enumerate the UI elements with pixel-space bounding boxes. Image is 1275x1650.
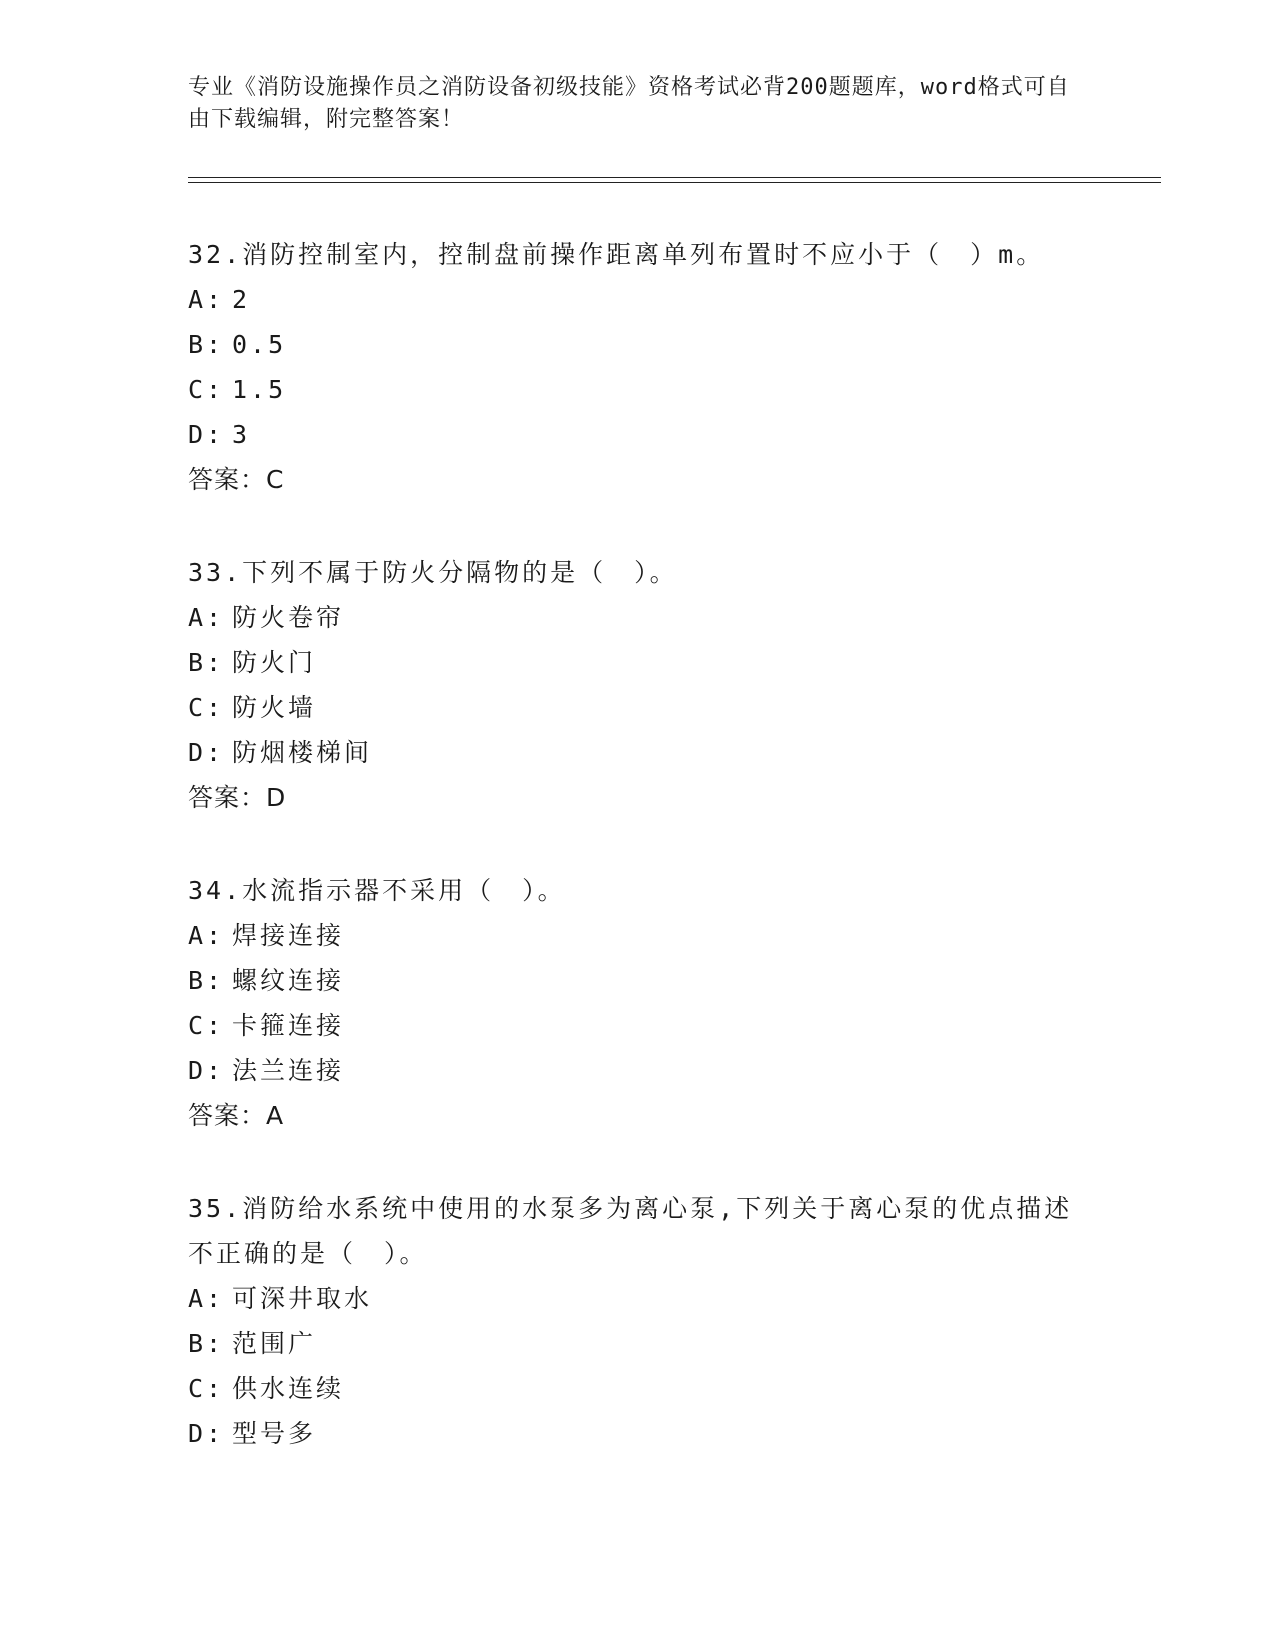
question-34 [188,868,1078,1138]
document-header: 专业《消防设施操作员之消防设备初级技能》资格考试必背200题题库，word格式可自由下载编辑，附完整答案！ [188,75,1070,132]
option-text: 防烟楼梯间 [232,738,373,767]
option-letter: D: [188,1056,225,1085]
option-d [188,730,1078,775]
option-b [188,958,1078,1003]
option-b [188,1321,1078,1366]
option-text: 卡箍连接 [232,1011,345,1040]
option-c [188,1366,1078,1411]
option-letter: D: [188,738,225,767]
answer-line: 答案：D [188,783,287,812]
option-text: 防火门 [232,648,317,677]
option-d [188,412,1078,457]
option-letter: A: [188,285,225,314]
question-stem: 33.下列不属于防火分隔物的是（ ）。 [188,558,678,587]
option-letter: B: [188,1329,225,1358]
option-text: 范围广 [232,1329,317,1358]
header-divider-bottom [188,182,1161,183]
question-list [188,232,1078,1504]
option-letter: B: [188,966,225,995]
option-text: 型号多 [232,1419,317,1448]
option-c [188,1003,1078,1048]
option-c [188,685,1078,730]
option-letter: A: [188,921,225,950]
option-a [188,277,1078,322]
option-letter: A: [188,603,225,632]
answer-line: 答案：C [188,465,285,494]
option-text: 螺纹连接 [232,966,345,995]
question-stem: 34.水流指示器不采用（ ）。 [188,876,566,905]
option-text: 供水连续 [232,1374,345,1403]
option-text: 1.5 [232,375,287,404]
answer-line: 答案：A [188,1101,285,1130]
option-d [188,1048,1078,1093]
question-32 [188,232,1078,502]
option-letter: A: [188,1284,225,1313]
option-a [188,595,1078,640]
option-text: 防火卷帘 [232,603,345,632]
option-text: 2 [232,285,251,314]
question-stem: 35.消防给水系统中使用的水泵多为离心泵,下列关于离心泵的优点描述不正确的是（ ）。 [188,1194,1073,1268]
option-a [188,1276,1078,1321]
question-35 [188,1186,1078,1456]
option-a [188,913,1078,958]
option-letter: C: [188,1011,225,1040]
option-text: 法兰连接 [232,1056,345,1085]
option-d [188,1411,1078,1456]
option-letter: C: [188,693,225,722]
option-text: 焊接连接 [232,921,345,950]
option-b [188,322,1078,367]
option-letter: D: [188,420,225,449]
option-letter: C: [188,375,225,404]
option-b [188,640,1078,685]
option-text: 3 [232,420,251,449]
option-text: 可深井取水 [232,1284,373,1313]
question-33 [188,550,1078,820]
question-stem: 32.消防控制室内，控制盘前操作距离单列布置时不应小于（ ）m。 [188,240,1045,269]
option-c [188,367,1078,412]
option-text: 0.5 [232,330,287,359]
header-divider-top [188,177,1161,178]
option-letter: D: [188,1419,225,1448]
option-letter: B: [188,330,225,359]
option-text: 防火墙 [232,693,317,722]
option-letter: B: [188,648,225,677]
option-letter: C: [188,1374,225,1403]
